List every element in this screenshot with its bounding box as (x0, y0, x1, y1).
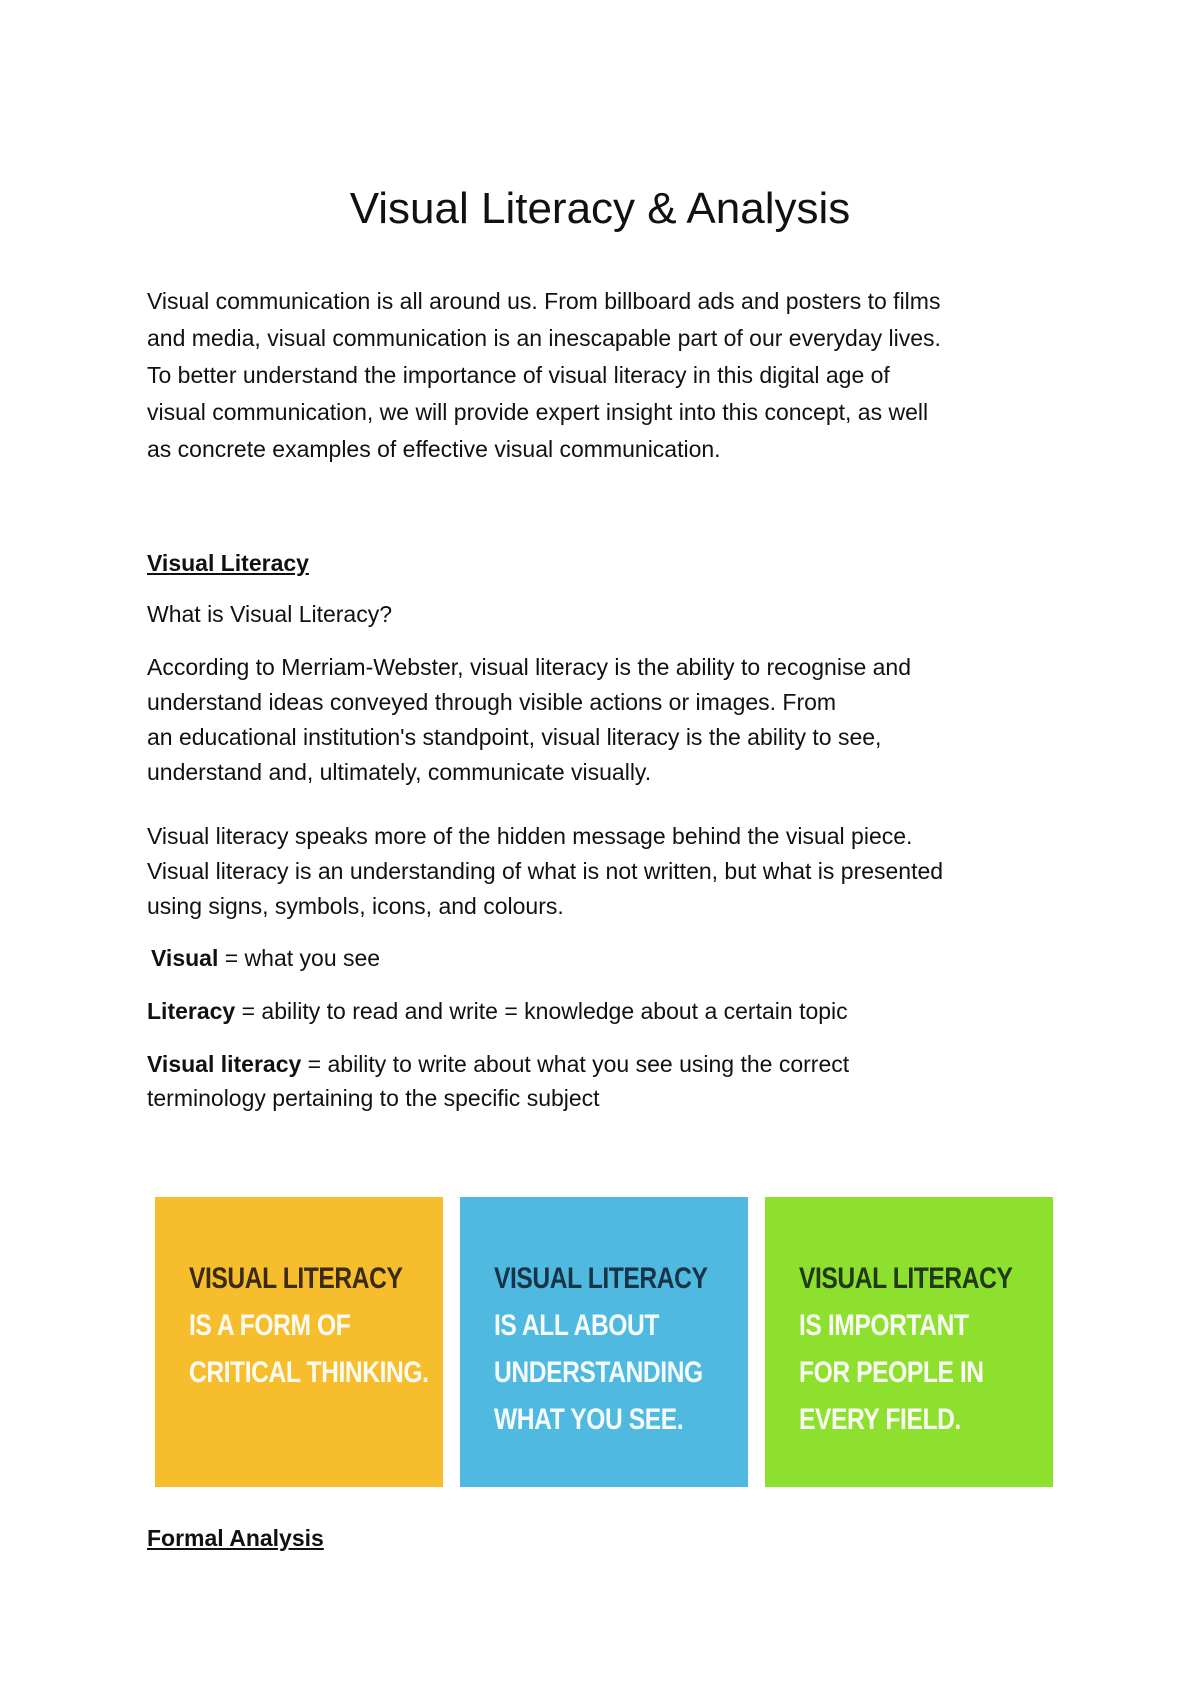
definition-literacy (147, 994, 1067, 1028)
intro-line: and media, visual communication is an inescapable part of our everyday lives. (147, 325, 941, 351)
card-line: VISUAL LITERACY (189, 1262, 403, 1295)
definition-term: Literacy (147, 998, 236, 1024)
paragraph-line: an educational institution's standpoint, visual literacy is the ability to see, (147, 724, 882, 750)
intro-line: visual communication, we will provide expert insight into this concept, as well (147, 399, 929, 425)
definition-paragraph (147, 650, 1067, 790)
paragraph-line: Visual literacy speaks more of the hidden message behind the visual piece. (147, 823, 913, 849)
definition-text-continued: terminology pertaining to the specific subject (147, 1085, 600, 1111)
section-question: What is Visual Literacy? (147, 601, 393, 627)
intro-line: To better understand the importance of visual literacy in this digital age of (147, 362, 890, 388)
infographic-cards (155, 1197, 1055, 1487)
card-line: VISUAL LITERACY (494, 1262, 708, 1295)
card-line: CRITICAL THINKING. (189, 1356, 429, 1389)
paragraph-line: using signs, symbols, icons, and colours. (147, 893, 564, 919)
definition-term: Visual (151, 945, 219, 971)
card-line: IS A FORM OF (189, 1309, 351, 1342)
infographic-card-critical-thinking (155, 1197, 443, 1487)
hidden-message-paragraph (147, 819, 1067, 924)
card-line: VISUAL LITERACY (799, 1262, 1013, 1295)
definition-visual-literacy (147, 1047, 1067, 1115)
paragraph-line: understand and, ultimately, communicate visually. (147, 759, 652, 785)
card-line: IS ALL ABOUT (494, 1309, 659, 1342)
definition-visual (151, 941, 1071, 975)
document-title: Visual Literacy & Analysis (349, 184, 851, 234)
card-line: WHAT YOU SEE. (494, 1403, 684, 1436)
card-line: EVERY FIELD. (799, 1403, 961, 1436)
intro-paragraph (147, 283, 1067, 468)
section-heading-visual-literacy: Visual Literacy (147, 550, 309, 576)
section-heading-formal-analysis: Formal Analysis (147, 1525, 324, 1551)
paragraph-line: Visual literacy is an understanding of what is not written, but what is presented (147, 858, 944, 884)
card-line: UNDERSTANDING (494, 1356, 703, 1389)
definition-text: = ability to write about what you see using the correct (301, 1051, 850, 1077)
definition-text: = what you see (218, 945, 381, 971)
definition-term: Visual literacy (147, 1051, 302, 1077)
definition-text: = ability to read and write = knowledge about a certain topic (235, 998, 848, 1024)
card-line: IS IMPORTANT (799, 1309, 969, 1342)
paragraph-line: According to Merriam-Webster, visual literacy is the ability to recognise and (147, 654, 912, 680)
intro-line: as concrete examples of effective visual communication. (147, 436, 721, 462)
infographic-card-understanding (460, 1197, 748, 1487)
paragraph-line: understand ideas conveyed through visible actions or images. From (147, 689, 837, 715)
card-line: FOR PEOPLE IN (799, 1356, 984, 1389)
infographic-card-every-field (765, 1197, 1053, 1487)
intro-line: Visual communication is all around us. From billboard ads and posters to films (147, 288, 941, 314)
